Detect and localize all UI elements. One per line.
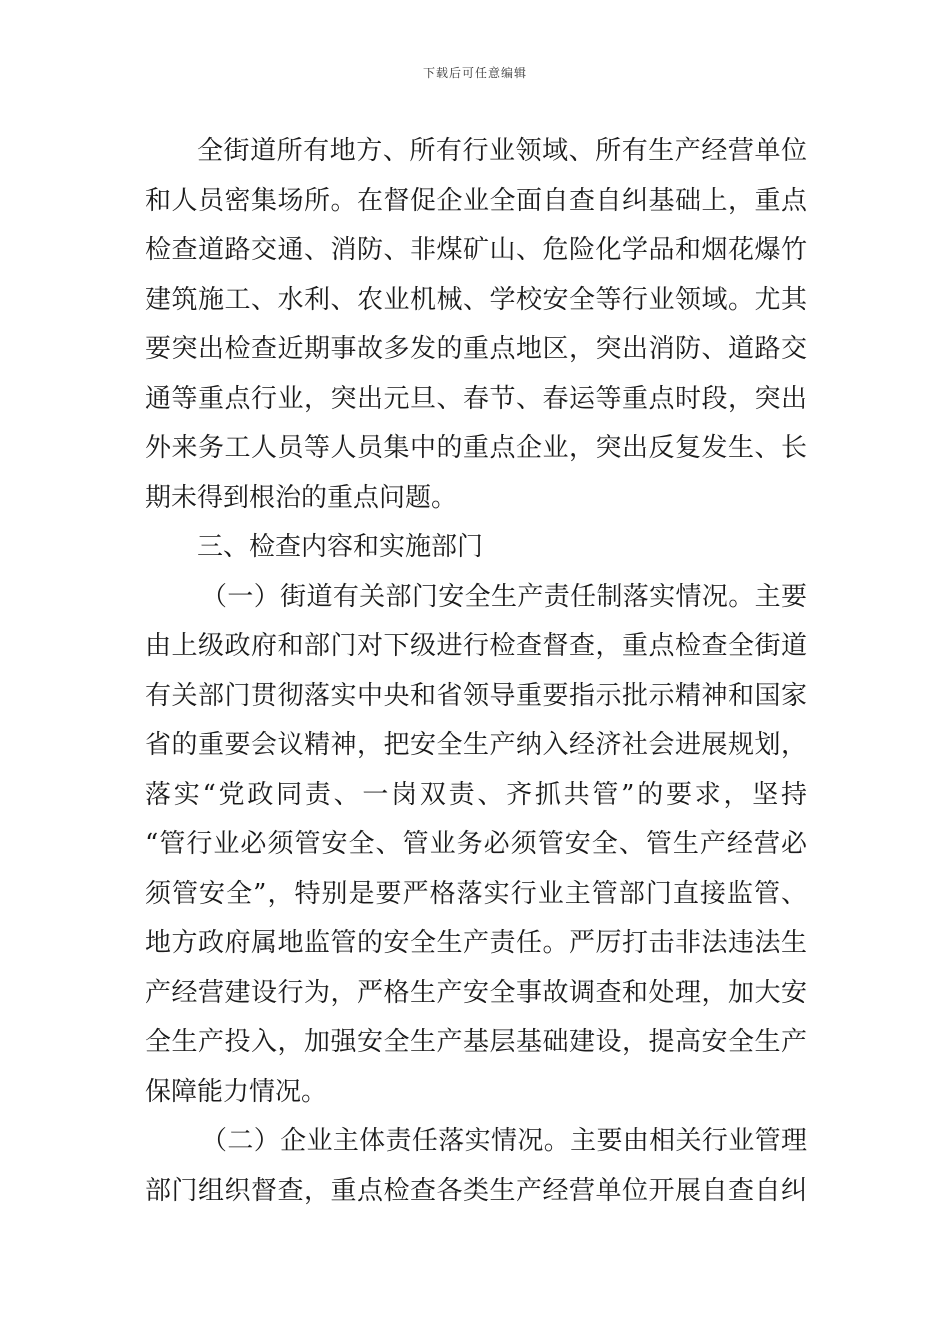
- text-line: “管行业必须管安全、管业务必须管安全、管生产经营必: [145, 829, 807, 859]
- text-line: 和人员密集场所。在督促企业全面自查自纠基础上，重点: [145, 185, 807, 216]
- text-line: 全街道所有地方、所有行业领域、所有生产经营单位: [197, 136, 807, 166]
- text-line: 检查道路交通、消防、非煤矿山、危险化学品和烟花爆竹: [145, 235, 807, 265]
- paragraph-item-two: [145, 1117, 807, 1216]
- text-line: 落实“党政同责、一岗双责、齐抓共管”的要求，坚持: [145, 779, 807, 810]
- text-line: 三、检查内容和实施部门: [197, 532, 484, 562]
- paragraph-inspection-scope: [145, 127, 807, 523]
- text-line: 有关部门贯彻落实中央和省领导重要指示批示精神和国家: [145, 680, 807, 711]
- text-line: 保障能力情况。: [145, 1076, 328, 1107]
- text-line: 外来务工人员等人员集中的重点企业，突出反复发生、长: [145, 433, 807, 463]
- text-line: 建筑施工、水利、农业机械、学校安全等行业领域。尤其: [145, 284, 807, 315]
- paragraph-item-one: [145, 573, 807, 1118]
- text-line: 产经营建设行为，严格生产安全事故调查和处理，加大安: [145, 977, 807, 1008]
- text-line: 全生产投入，加强安全生产基层基础建设，提高安全生产: [145, 1027, 807, 1057]
- text-line: 期未得到根治的重点问题。: [145, 482, 458, 513]
- text-line: （二）企业主体责任落实情况。主要由相关行业管理: [201, 1126, 807, 1156]
- text-line: 须管安全”，特别是要严格落实行业主管部门直接监管、: [145, 878, 807, 909]
- section-heading-three: [145, 523, 807, 573]
- text-line: 由上级政府和部门对下级进行检查督查，重点检查全街道: [145, 631, 807, 661]
- text-line: 通等重点行业，突出元旦、春节、春运等重点时段，突出: [145, 383, 807, 414]
- download-note: 下载后可任意编辑: [422, 66, 527, 80]
- text-line: 要突出检查近期事故多发的重点地区，突出消防、道路交: [145, 334, 807, 364]
- text-line: 部门组织督查，重点检查各类生产经营单位开展自查自纠: [145, 1175, 807, 1206]
- text-line: 省的重要会议精神，把安全生产纳入经济社会进展规划，: [145, 730, 807, 760]
- text-line: （一）街道有关部门安全生产责任制落实情况。主要: [201, 581, 807, 612]
- text-line: 地方政府属地监管的安全生产责任。严厉打击非法违法生: [145, 928, 807, 958]
- document-body: [145, 127, 807, 1216]
